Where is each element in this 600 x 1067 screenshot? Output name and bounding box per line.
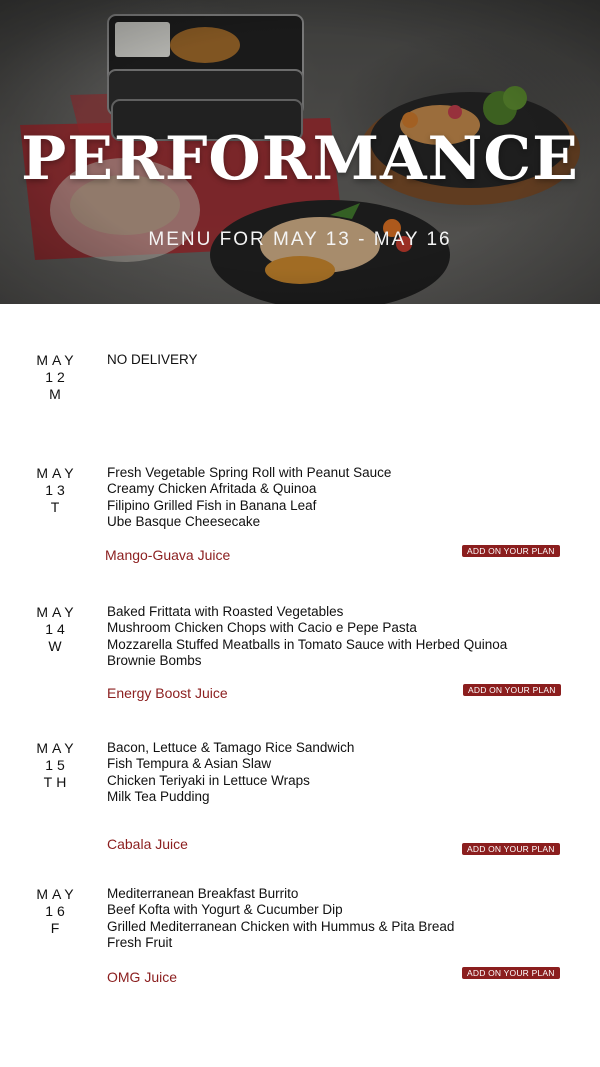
juice-label: Energy Boost Juice [107,685,228,701]
day-date [22,352,92,403]
add-on-button[interactable]: ADD ON YOUR PLAN [463,684,561,696]
menu-item: Baked Frittata with Roasted Vegetables [107,604,344,619]
menu-list [107,740,587,805]
menu-item: Fresh Fruit [107,934,173,950]
day-date [22,886,92,937]
weekday-label: TH [43,774,71,790]
menu-item: Filipino Grilled Fish in Banana Leaf [107,497,317,513]
date-label: MAY 16 [36,886,78,919]
page-title: PERFORMANCE [21,124,579,194]
menu-item: Mediterranean Breakfast Burrito [107,886,299,901]
juice-label: OMG Juice [107,969,178,985]
menu-item: Creamy Chicken Afritada & Quinoa [107,481,317,497]
menu-date-range: MENU FOR MAY 13 - MAY 16 [148,229,452,250]
juice-label: Cabala Juice [107,836,188,852]
menu-item: Ube Basque Cheesecake [107,513,261,529]
weekday-label: W [48,638,66,654]
menu-item: Brownie Bombs [107,652,202,668]
add-on-button[interactable]: ADD ON YOUR PLAN [462,545,560,557]
menu-item: Fish Tempura & Asian Slaw [107,756,272,772]
hero-banner [0,0,600,304]
day-date [22,604,92,655]
menu-item: Grilled Mediterranean Chicken with Hummus & Pita Bread [107,918,455,934]
menu-list [107,465,587,530]
weekday-label: M [49,386,65,402]
menu-list [107,604,587,669]
date-label: MAY 13 [36,465,78,498]
menu-list [107,352,587,368]
menu-item: Mushroom Chicken Chops with Cacio e Pepe Pasta [107,620,417,636]
menu-list [107,886,587,951]
menu-item: Chicken Teriyaki in Lettuce Wraps [107,772,310,788]
menu-item: Fresh Vegetable Spring Roll with Peanut Sauce [107,465,392,480]
date-label: MAY 12 [36,352,78,385]
menu-item: Mozzarella Stuffed Meatballs in Tomato Sauce with Herbed Quinoa [107,636,508,652]
day-date [22,740,92,791]
add-on-button[interactable]: ADD ON YOUR PLAN [462,843,560,855]
add-on-button[interactable]: ADD ON YOUR PLAN [462,967,560,979]
weekday-label: F [50,920,64,936]
day-date [22,465,92,516]
menu-item: NO DELIVERY [107,352,198,367]
menu-item: Beef Kofta with Yogurt & Cucumber Dip [107,902,343,918]
date-label: MAY 15 [36,740,78,773]
date-label: MAY 14 [36,604,78,637]
menu-item: Bacon, Lettuce & Tamago Rice Sandwich [107,740,355,755]
menu-item: Milk Tea Pudding [107,788,210,804]
weekday-label: T [50,499,64,515]
juice-label: Mango-Guava Juice [105,547,231,563]
